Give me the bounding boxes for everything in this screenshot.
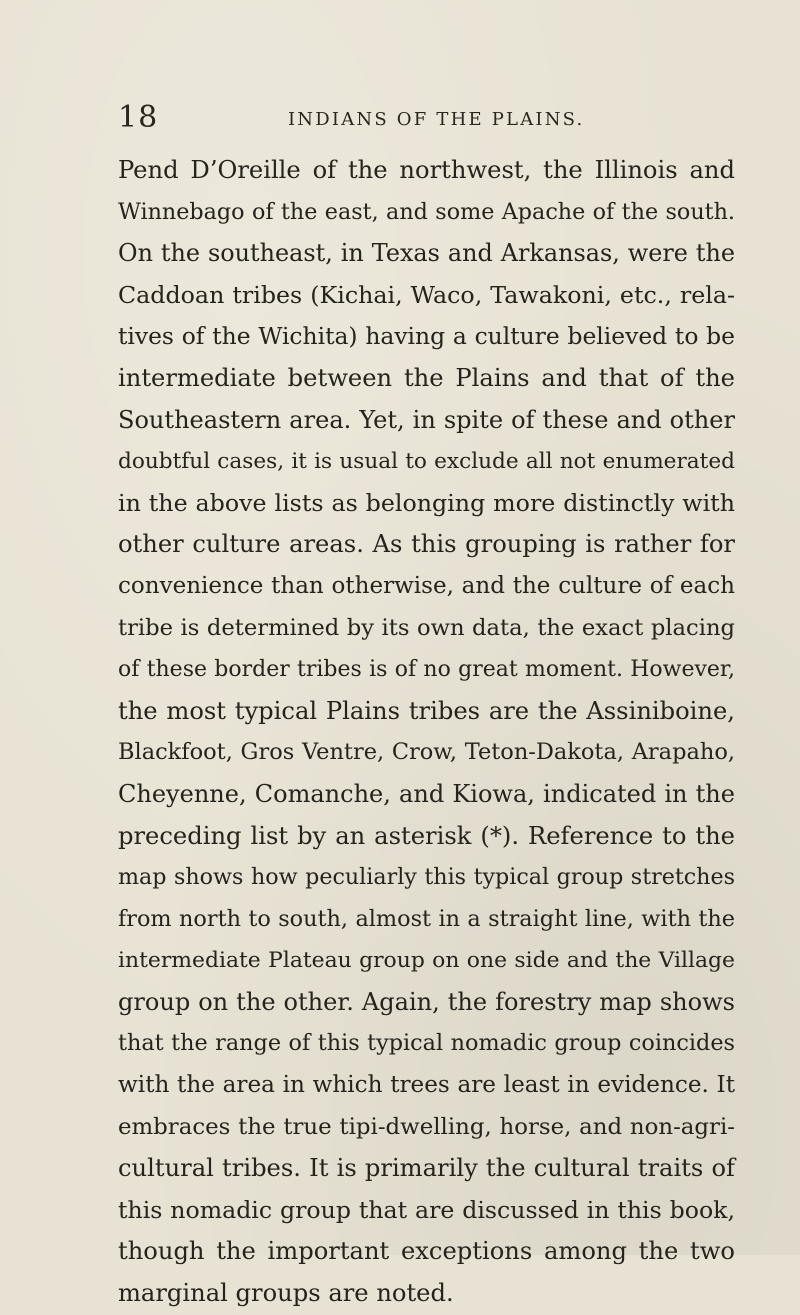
text-line: though the important exceptions among the two xyxy=(118,1237,735,1266)
text-line: doubtful cases, it is usual to exclude all not enumerated xyxy=(118,449,735,475)
text-line: other culture areas. As this grouping is rather for xyxy=(118,530,735,559)
text-line: Cheyenne, Comanche, and Kiowa, indicated in the xyxy=(118,779,735,808)
body-paragraph xyxy=(118,150,735,1315)
text-line: that the range of this typical nomadic group coincides xyxy=(118,1030,735,1057)
text-line: cultural tribes. It is primarily the cultural traits of xyxy=(118,1154,735,1183)
text-line: convenience than otherwise, and the culture of each xyxy=(118,572,735,599)
text-line: in the above lists as belonging more distinctly with xyxy=(118,488,735,517)
text-line: of these border tribes is of no great moment. However, xyxy=(118,657,735,683)
running-head: INDIANS OF THE PLAINS. xyxy=(288,109,585,130)
text-line: Pend D’Oreille of the northwest, the Illinois and xyxy=(118,156,735,184)
text-line: preceding list by an asterisk (*). Reference to the xyxy=(118,821,735,850)
text-line: On the southeast, in Texas and Arkansas, were the xyxy=(118,239,735,268)
text-line: map shows how peculiarly this typical group stretches xyxy=(118,864,735,891)
page-number: 18 xyxy=(118,100,159,135)
text-line: the most typical Plains tribes are the Assiniboine, xyxy=(118,696,735,725)
text-line: marginal groups are noted. xyxy=(118,1279,454,1308)
text-line: Winnebago of the east, and some Apache of the south. xyxy=(118,198,735,225)
text-line: Caddoan tribes (Kichai, Waco, Tawakoni, etc., rela- xyxy=(118,280,735,309)
page-header xyxy=(118,98,708,138)
text-line: Southeastern area. Yet, in spite of these and other xyxy=(118,405,735,434)
text-line: intermediate Plateau group on one side and the Village xyxy=(118,948,735,974)
text-line: embraces the true tipi-dwelling, horse, and non-agri- xyxy=(118,1113,735,1140)
text-line: from north to south, almost in a straight line, with the xyxy=(118,905,735,932)
text-line: group on the other. Again, the forestry map shows xyxy=(118,987,735,1016)
text-line: Blackfoot, Gros Ventre, Crow, Teton-Dakota, Arapaho, xyxy=(118,739,735,766)
text-line: tribe is determined by its own data, the exact placing xyxy=(118,614,735,641)
text-line: intermediate between the Plains and that of the xyxy=(118,363,735,392)
text-line: this nomadic group that are discussed in this book, xyxy=(118,1195,735,1224)
text-line: with the area in which trees are least in evidence. It xyxy=(118,1072,735,1099)
text-line: tives of the Wichita) having a culture believed to be xyxy=(118,322,735,351)
